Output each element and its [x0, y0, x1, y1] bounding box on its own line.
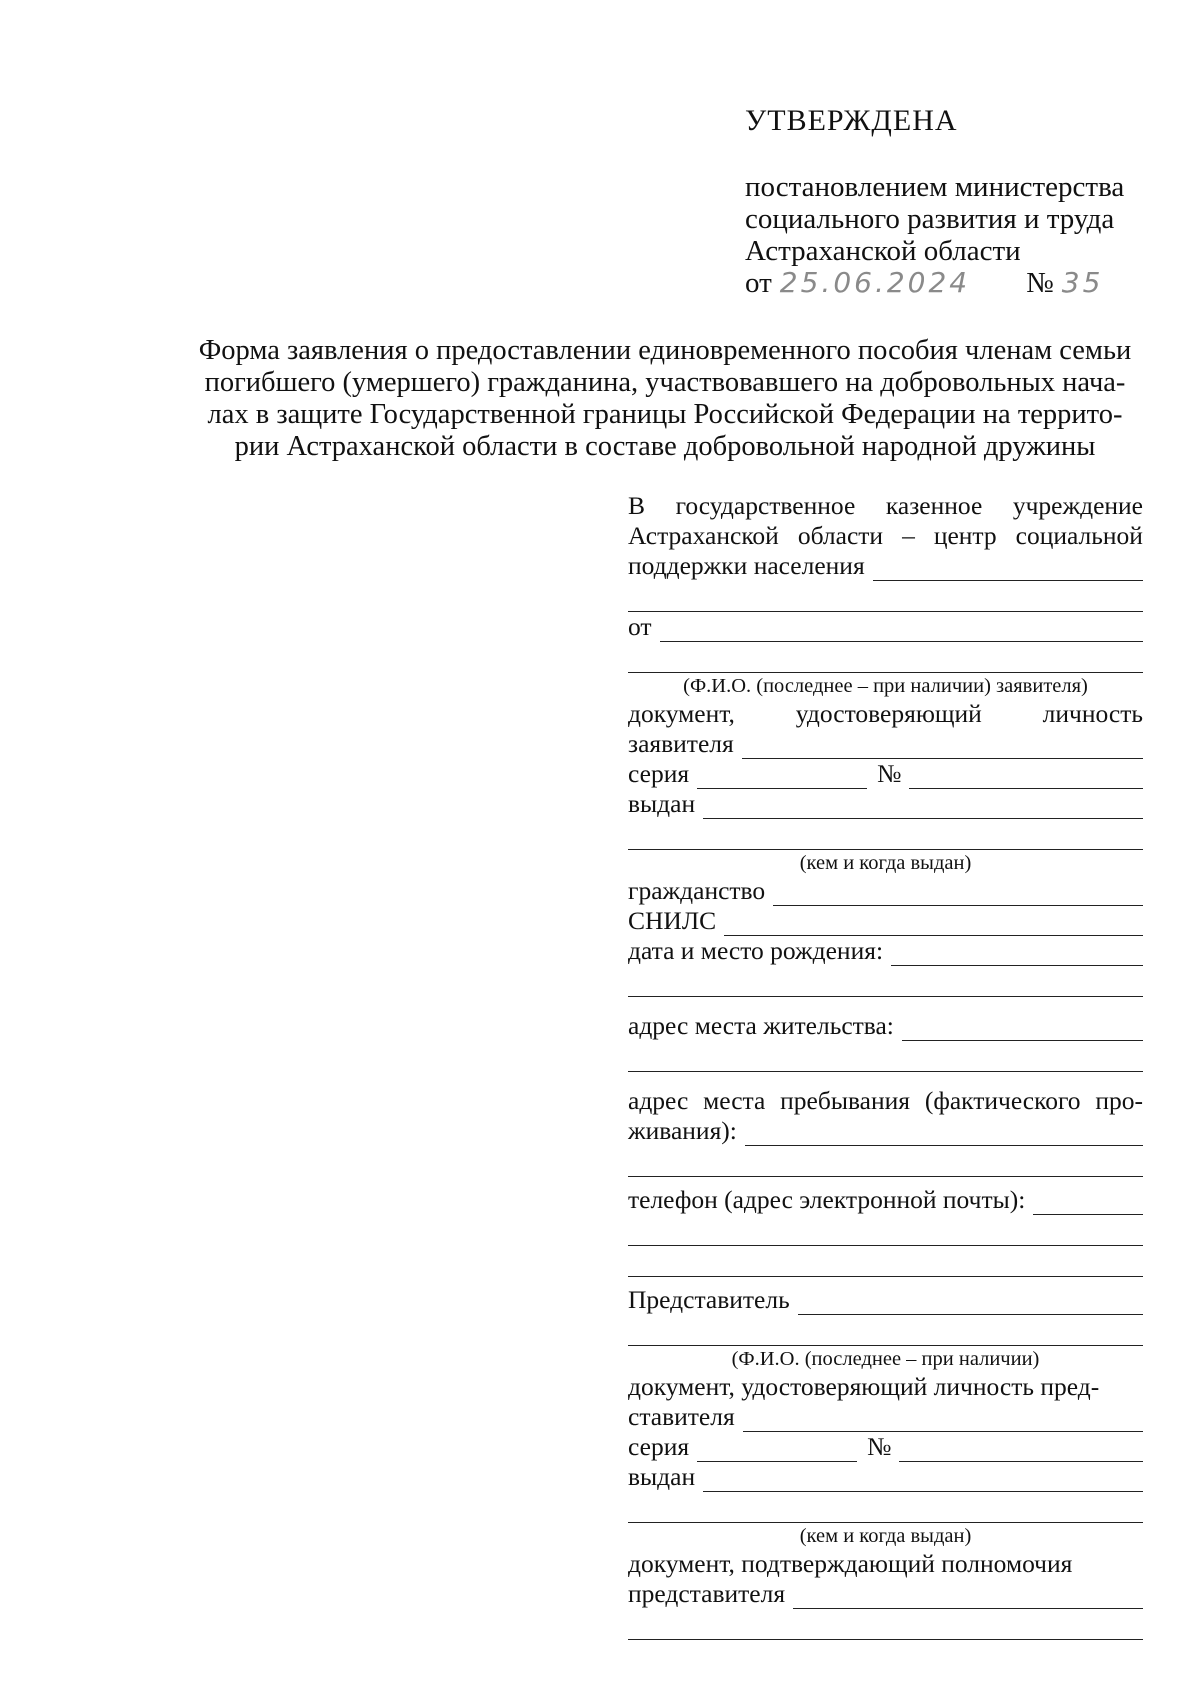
- applicant-stay-word: про-: [1095, 1086, 1143, 1115]
- applicant-phone-field-continued-2[interactable]: [628, 1246, 1143, 1277]
- applicant-stay-line-1: [628, 1086, 1143, 1116]
- representative-document-row: [628, 1402, 1143, 1432]
- approval-line-2: социального развития и труда: [745, 203, 1115, 235]
- representative-issued-caption: (кем и когда выдан): [799, 1525, 972, 1547]
- applicant-document-line-1: [628, 699, 1143, 729]
- representative-row: [628, 1285, 1143, 1315]
- applicant-name-field-continued[interactable]: [628, 642, 1143, 673]
- applicant-number-label: №: [877, 759, 902, 788]
- applicant-stay-field-continued[interactable]: [628, 1146, 1143, 1177]
- applicant-from-row: [628, 612, 1143, 642]
- applicant-series-label: серия: [628, 759, 690, 788]
- applicant-document-word: удостоверяющий: [795, 699, 982, 728]
- addressee-line-1: [628, 491, 1143, 521]
- applicant-snils-row: [628, 906, 1143, 936]
- representative-name-field-continued[interactable]: [628, 1315, 1143, 1346]
- applicant-series-row: [628, 759, 1143, 789]
- applicant-snils-label: СНИЛС: [628, 906, 717, 935]
- representative-issued-label: выдан: [628, 1462, 696, 1491]
- approval-date-number-line: [745, 267, 1165, 299]
- addressee-word: Астраханской: [628, 521, 779, 550]
- applicant-document-word: документ,: [628, 699, 735, 728]
- representative-issued-field[interactable]: [703, 1469, 1143, 1492]
- representative-series-label: серия: [628, 1432, 690, 1461]
- applicant-document-row: [628, 729, 1143, 759]
- representative-series-row: [628, 1432, 1143, 1462]
- representative-authority-field-continued[interactable]: [628, 1609, 1143, 1640]
- applicant-document-field[interactable]: [742, 736, 1143, 759]
- applicant-series-field[interactable]: [697, 766, 867, 789]
- applicant-birth-field[interactable]: [891, 943, 1143, 966]
- representative-authority-text: документ, подтверждающий полномочия: [628, 1549, 1073, 1578]
- addressee-word: центр: [933, 521, 997, 550]
- addressee-line-2: [628, 521, 1143, 551]
- applicant-residence-row: [628, 1011, 1143, 1041]
- representative-authority-label: представителя: [628, 1579, 786, 1608]
- addressee-word: –: [902, 521, 915, 550]
- applicant-birth-row: [628, 936, 1143, 966]
- applicant-birth-label: дата и место рождения:: [628, 936, 884, 965]
- form-title-line-1: Форма заявления о предоставлении единовременного пособия членам семьи: [198, 335, 1132, 366]
- representative-number-label: №: [867, 1432, 892, 1461]
- form-title-line-2: погибшего (умершего) гражданина, участвовавшего на добровольных нача-: [204, 367, 1126, 398]
- approval-date-value: 25.06.2024: [779, 266, 971, 299]
- representative-label: Представитель: [628, 1285, 790, 1314]
- representative-authority-field[interactable]: [793, 1586, 1143, 1609]
- applicant-citizenship-field[interactable]: [773, 883, 1143, 906]
- applicant-stay-word: адрес: [628, 1086, 689, 1115]
- application-fields: [628, 491, 1143, 1640]
- addressee-word: учреждение: [1012, 491, 1143, 520]
- approval-date-label: от: [745, 267, 772, 299]
- representative-number-field[interactable]: [899, 1439, 1143, 1462]
- representative-issued-row: [628, 1462, 1143, 1492]
- applicant-phone-row: [628, 1185, 1143, 1215]
- approval-number-label: №: [1026, 267, 1054, 299]
- approval-line-3: Астраханской области: [745, 235, 1021, 267]
- representative-name-field[interactable]: [798, 1292, 1143, 1315]
- applicant-residence-field[interactable]: [902, 1018, 1143, 1041]
- representative-document-line-1: [628, 1372, 1143, 1402]
- applicant-from-label: от: [628, 612, 652, 641]
- representative-authority-line-1: [628, 1549, 1143, 1579]
- applicant-citizenship-label: гражданство: [628, 876, 766, 905]
- applicant-stay-row: [628, 1116, 1143, 1146]
- applicant-phone-field-continued-1[interactable]: [628, 1215, 1143, 1246]
- addressee-word: казенное: [885, 491, 983, 520]
- representative-document-label: ставителя: [628, 1402, 735, 1431]
- applicant-phone-field[interactable]: [1033, 1192, 1143, 1215]
- representative-document-text: документ, удостоверяющий личность пред-: [628, 1372, 1100, 1401]
- applicant-issued-field-continued[interactable]: [628, 819, 1143, 850]
- representative-authority-row: [628, 1579, 1143, 1609]
- applicant-residence-label: адрес места жительства:: [628, 1011, 894, 1040]
- center-name-field[interactable]: [873, 558, 1143, 581]
- applicant-number-field[interactable]: [909, 766, 1143, 789]
- applicant-residence-field-continued[interactable]: [628, 1041, 1143, 1072]
- applicant-issued-caption: (кем и когда выдан): [799, 852, 972, 874]
- applicant-issued-row: [628, 789, 1143, 819]
- addressee-word: области: [797, 521, 884, 550]
- applicant-stay-label: живания):: [628, 1116, 737, 1145]
- applicant-citizenship-row: [628, 876, 1143, 906]
- addressee-word: социальной: [1015, 521, 1143, 550]
- approval-block: [745, 105, 1165, 299]
- applicant-stay-word: места: [703, 1086, 766, 1115]
- applicant-issued-field[interactable]: [703, 796, 1143, 819]
- representative-document-field[interactable]: [743, 1409, 1143, 1432]
- representative-fio-caption: (Ф.И.О. (последнее – при наличии): [731, 1348, 1040, 1370]
- form-title: [170, 335, 1160, 463]
- addressee-word: государственное: [675, 491, 856, 520]
- applicant-stay-word: (фактического: [924, 1086, 1081, 1115]
- representative-series-field[interactable]: [697, 1439, 857, 1462]
- applicant-snils-field[interactable]: [724, 913, 1143, 936]
- representative-issued-field-continued[interactable]: [628, 1492, 1143, 1523]
- addressee-support-label: поддержки населения: [628, 551, 865, 580]
- form-title-line-3: лах в защите Государственной границы Российской Федерации на террито-: [207, 399, 1123, 430]
- applicant-birth-field-continued[interactable]: [628, 966, 1143, 997]
- addressee-line-3: [628, 551, 1143, 581]
- addressee-word: В: [628, 491, 646, 520]
- approval-number-value: 35: [1061, 266, 1104, 299]
- applicant-phone-label: телефон (адрес электронной почты):: [628, 1185, 1026, 1214]
- applicant-document-word: личность: [1042, 699, 1143, 728]
- center-name-field-continued[interactable]: [628, 581, 1143, 612]
- form-title-line-4: рии Астраханской области в составе добровольной народной дружины: [234, 431, 1096, 462]
- applicant-stay-field[interactable]: [745, 1123, 1143, 1146]
- applicant-stay-word: пребывания: [780, 1086, 911, 1115]
- approval-line-1: постановлением министерства: [745, 171, 1125, 203]
- approval-heading: УТВЕРЖДЕНА: [745, 104, 958, 137]
- applicant-issued-label: выдан: [628, 789, 696, 818]
- applicant-fio-caption: (Ф.И.О. (последнее – при наличии) заявителя): [683, 675, 1088, 697]
- applicant-document-label: заявителя: [628, 729, 734, 758]
- applicant-name-field[interactable]: [660, 619, 1143, 642]
